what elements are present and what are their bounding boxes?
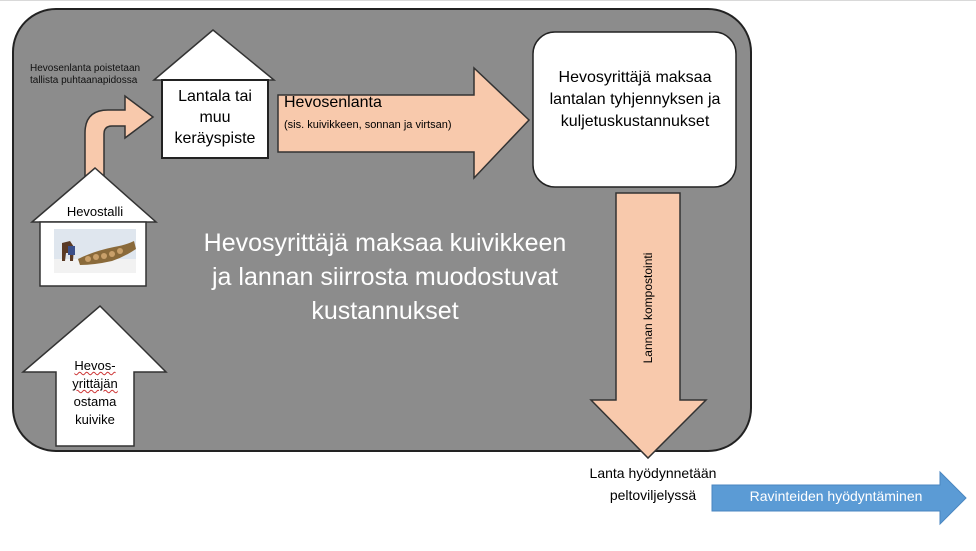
bedding-label-line4: kuivike	[75, 412, 115, 427]
cleaning-note: Hevosenlanta poistetaan tallista puhtaanapidossa	[30, 63, 141, 86]
bedding-label-line3: ostama	[73, 394, 117, 409]
stable-photo	[54, 229, 136, 273]
field-use-line2: peltoviljelyssä	[609, 487, 697, 503]
manure-arrow-title: Hevosenlanta	[284, 94, 382, 111]
bedding-label-line2: yrittäjän	[72, 376, 118, 391]
field-use-line1: Lanta hyödynnetään	[589, 465, 717, 481]
storage-label: Lantala tai muu keräyspiste	[174, 88, 256, 147]
nutrient-arrow-label: Ravinteiden hyödyntäminen	[749, 488, 923, 504]
manure-arrow-subtitle: (sis. kuivikkeen, sonnan ja virtsan)	[284, 119, 452, 131]
storage-roof	[154, 30, 274, 80]
stable-label: Hevostalli	[66, 204, 124, 219]
payment-box-text: Hevosyrittäjä maksaa lantalan tyhjennyksen ja kuljetuskustannukset	[549, 69, 721, 130]
composting-label: Lannan kompostointi	[641, 252, 655, 364]
bedding-label-line1: Hevos-	[74, 358, 116, 373]
bedding-label	[55, 357, 135, 429]
main-statement: Hevosyrittäjä maksaa kuivikkeen ja lannan siirrosta muodostuvat kustannukset	[203, 229, 567, 325]
